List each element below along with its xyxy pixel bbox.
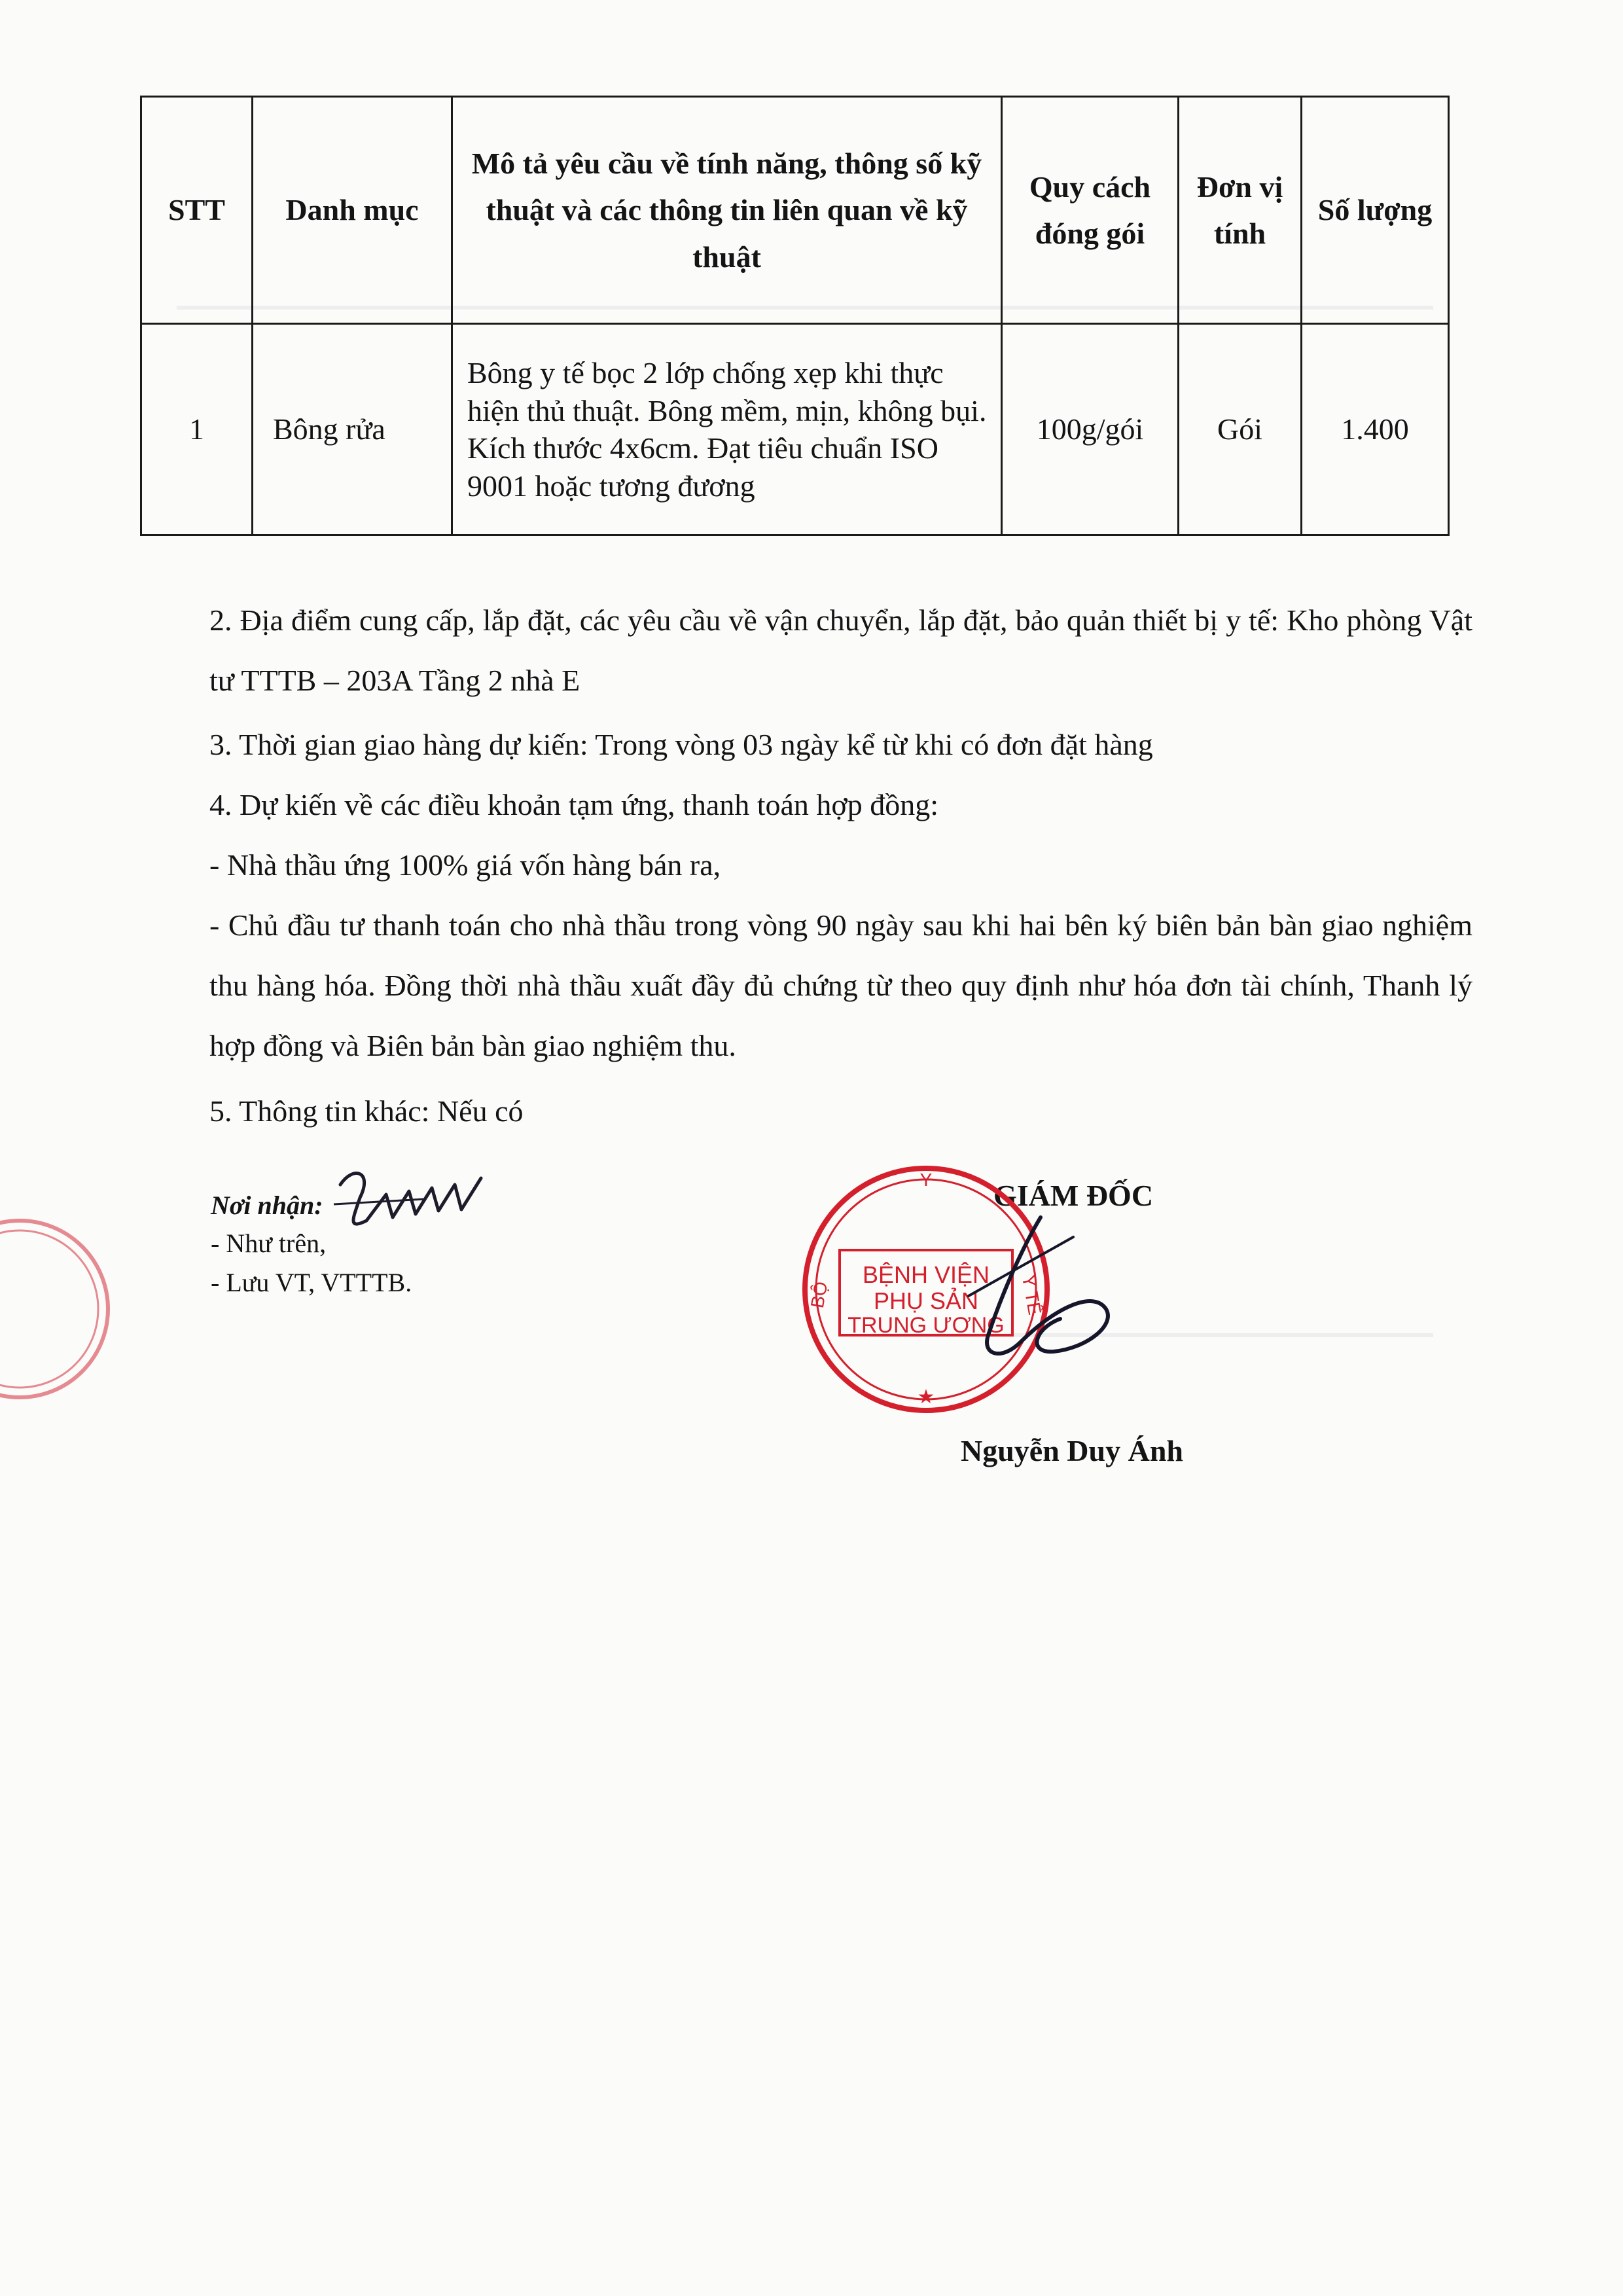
cell-quantity: 1.400 xyxy=(1302,324,1449,535)
cell-packaging: 100g/gói xyxy=(1002,324,1179,535)
header-unit: Đơn vị tính xyxy=(1179,97,1302,324)
stamp-text-line: PHỤ SẢN xyxy=(873,1287,979,1314)
recipients-title: Nơi nhận: xyxy=(211,1191,323,1220)
director-signature xyxy=(942,1198,1126,1381)
item-other-info: 5. Thông tin khác: Nếu có xyxy=(209,1094,524,1128)
partial-stamp-left xyxy=(0,1211,144,1407)
item-delivery-time: 3. Thời gian giao hàng dự kiến: Trong vòng 03 ngày kể từ khi có đơn đặt hàng xyxy=(209,728,1153,761)
signatory-position: GIÁM ĐỐC xyxy=(993,1179,1154,1212)
svg-text:Y: Y xyxy=(919,1170,933,1190)
stamp-text-line: TRUNG ƯƠNG xyxy=(847,1313,1005,1338)
recipient-line: - Lưu VT, VTTTB. xyxy=(211,1268,412,1297)
item-payment-advance: - Nhà thầu ứng 100% giá vốn hàng bán ra, xyxy=(209,848,721,882)
stamp-text-side: BỘ xyxy=(806,1280,832,1310)
header-category: Danh mục xyxy=(253,97,452,324)
stamp-text-side: Y TẾ xyxy=(1018,1273,1045,1317)
table-header-row xyxy=(141,97,1449,324)
header-packaging: Quy cách đóng gói xyxy=(1002,97,1179,324)
table-row xyxy=(141,324,1449,535)
cell-stt: 1 xyxy=(141,324,253,535)
cell-category: Bông rửa xyxy=(253,324,452,535)
cell-unit: Gói xyxy=(1179,324,1302,535)
header-description: Mô tả yêu cầu về tính năng, thông số kỹ thuật và các thông tin liên quan về kỹ thuật xyxy=(452,97,1002,324)
item-payment-title: 4. Dự kiến về các điều khoản tạm ứng, thanh toán hợp đồng: xyxy=(209,788,939,821)
initials-signature xyxy=(327,1158,497,1244)
cell-description: Bông y tế bọc 2 lớp chống xẹp khi thực hiện thủ thuật. Bông mềm, mịn, không bụi. Kích thước 4x6cm. Đạt tiêu chuẩn ISO 9001 hoặc tương đương xyxy=(452,324,1002,535)
svg-text:★: ★ xyxy=(917,1386,935,1408)
item-payment-terms: - Chủ đầu tư thanh toán cho nhà thầu trong vòng 90 ngày sau khi hai bên ký biên bản bàn giao nghiệm thu hàng hóa. Đồng thời nhà thầu xuất đầy đủ chứng từ theo quy định như hóa đơn tài chính, Thanh lý hợp đồng và Biên bản bàn giao nghiệm thu. xyxy=(209,908,1472,1062)
recipient-line: - Như trên, xyxy=(211,1229,327,1258)
header-stt: STT xyxy=(141,97,253,324)
header-quantity: Số lượng xyxy=(1302,97,1449,324)
item-delivery-location: 2. Địa điểm cung cấp, lắp đặt, các yêu cầu về vận chuyển, lắp đặt, bảo quản thiết bị y tế: Kho phòng Vật tư TTTB – 203A Tầng 2 nhà E xyxy=(209,603,1472,697)
signatory-name: Nguyễn Duy Ánh xyxy=(961,1434,1183,1467)
stamp-text-line: BỆNH VIỆN xyxy=(862,1261,990,1288)
specification-table xyxy=(140,96,1450,536)
